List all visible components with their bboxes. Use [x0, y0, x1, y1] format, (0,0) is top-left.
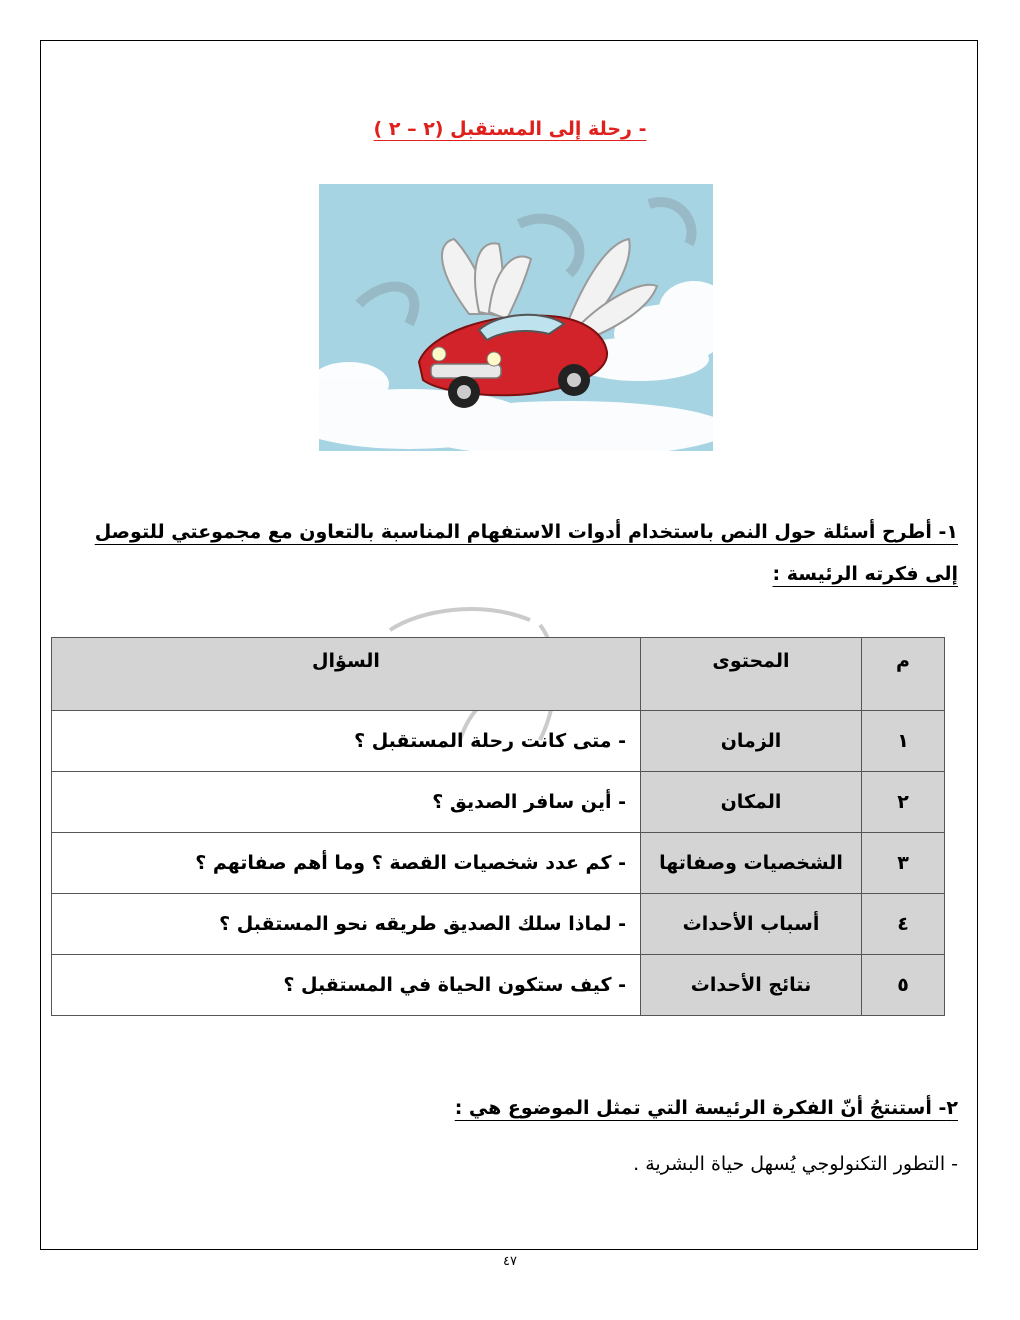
row-question: - كيف ستكون الحياة في المستقبل ؟	[52, 955, 641, 1016]
row-num: ٤	[862, 894, 945, 955]
flying-car-illustration	[319, 184, 713, 451]
questions-table	[51, 637, 945, 1016]
row-num: ٣	[862, 833, 945, 894]
page-title: - رحلة إلى المستقبل (٢ – ٢ )	[373, 118, 647, 140]
answer-text: - التطور التكنولوجي يُسهل حياة البشرية .	[633, 1153, 958, 1175]
row-question: - أين سافر الصديق ؟	[52, 772, 641, 833]
row-question: - كم عدد شخصيات القصة ؟ وما أهم صفاتهم ؟	[52, 833, 641, 894]
row-num: ٢	[862, 772, 945, 833]
table-row	[52, 894, 945, 955]
row-content: نتائج الأحداث	[641, 955, 862, 1016]
row-num: ١	[862, 711, 945, 772]
page-number: ٤٧	[503, 1254, 517, 1269]
row-question: - متى كانت رحلة المستقبل ؟	[52, 711, 641, 772]
table-row	[52, 711, 945, 772]
header-num: م	[862, 638, 945, 711]
row-content: أسباب الأحداث	[641, 894, 862, 955]
row-question: - لماذا سلك الصديق طريقه نحو المستقبل ؟	[52, 894, 641, 955]
table-row	[52, 833, 945, 894]
question-1-text: ١- أطرح أسئلة حول النص باستخدام أدوات الاستفهام المناسبة بالتعاون مع مجموعتي للتوصل إلى فكرته الرئيسة :	[94, 521, 958, 585]
row-content: المكان	[641, 772, 862, 833]
row-content: الزمان	[641, 711, 862, 772]
row-num: ٥	[862, 955, 945, 1016]
question-2: ٢- أستنتجُ أنّ الفكرة الرئيسة التي تمثل الموضوع هي :	[454, 1097, 958, 1119]
question-1	[58, 511, 958, 595]
table-row	[52, 955, 945, 1016]
table-header-row	[52, 638, 945, 711]
header-question: السؤال	[52, 638, 641, 711]
header-content: المحتوى	[641, 638, 862, 711]
table-row	[52, 772, 945, 833]
row-content: الشخصيات وصفاتها	[641, 833, 862, 894]
